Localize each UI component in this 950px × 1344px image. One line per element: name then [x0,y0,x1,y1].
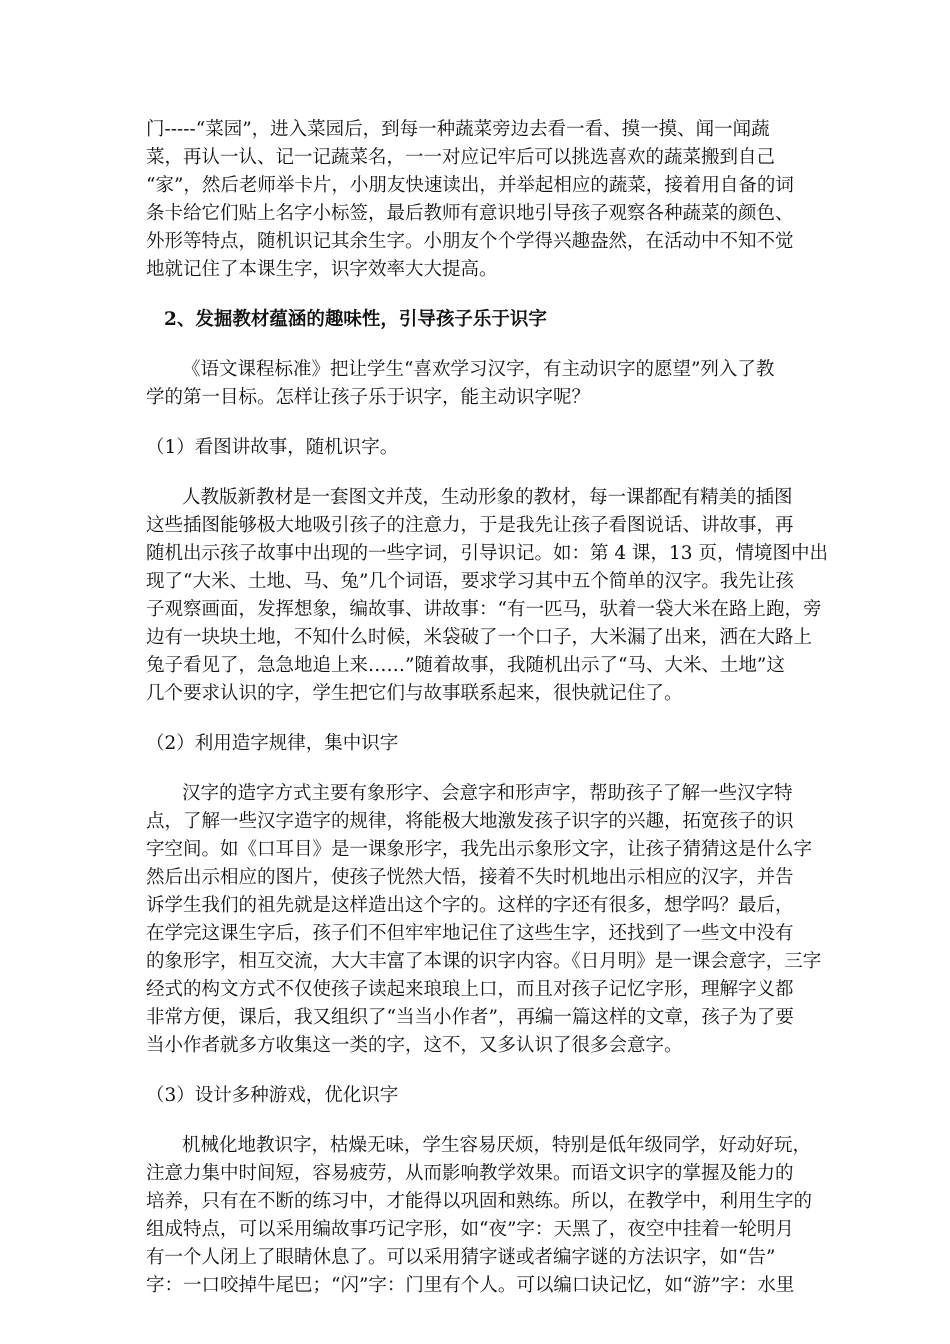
text-line: 培养，只有在不断的练习中，才能得以巩固和熟练。所以，在教学中，利用生字的 [146,1191,813,1212]
text-line: 外形等特点，随机识记其余生字。小朋友个个学得兴趣盎然，在活动中不知不觉 [146,231,794,252]
text-line: 门-----“菜园”，进入菜园后，到每一种蔬菜旁边去看一看、摸一摸、闻一闻蔬 [146,119,770,140]
subsection-heading: （3）设计多种游戏，优化识字 [146,1085,399,1106]
paragraph-picture-story [146,484,828,708]
paragraph-games [146,1132,813,1300]
text-line: 字空间。如《口耳目》是一课象形字，我先出示象形文字，让孩子猜猜这是什么字 [146,839,813,860]
text-line: 当小作者就多方收集这一类的字，这不，又多认识了很多会意字。 [146,1035,683,1056]
text-line: 边有一块块土地，不知什么时候，米袋破了一个口子，大米漏了出来，洒在大路上 [146,627,813,648]
text-line: 组成特点，可以采用编故事巧记字形，如“夜”字：天黑了，夜空中挂着一轮明月 [146,1219,794,1240]
text-line: 兔子看见了，急急地追上来……”随着故事，我随机出示了“马、大米、土地”这 [146,655,785,676]
text-line: 有一个人闭上了眼睛休息了。可以采用猜字谜或者编字谜的方法识字，如“告” [146,1247,776,1268]
text-line: 的象形字，相互交流，大大丰富了本课的识字内容。《日月明》是一课会意字，三字 [146,951,822,972]
text-line: 注意力集中时间短，容易疲劳，从而影响教学效果。而语文识字的掌握及能力的 [146,1163,794,1184]
document-body [146,116,828,1300]
text-line: 机械化地教识字，枯燥无味，学生容易厌烦，特别是低年级同学，好动好玩， [182,1135,812,1156]
paragraph-vegetable-garden [146,116,806,284]
text-line: 经式的构文方式不仅使孩子读起来琅琅上口，而且对孩子记忆字形，理解字义都 [146,979,794,1000]
text-line: 随机出示孩子故事中出现的一些字词，引导识记。如：第 4 课，13 页，情境图中出 [146,543,828,564]
text-line: 地就记住了本课生字，识字效率大大提高。 [146,259,498,280]
subsection-heading: （2）利用造字规律，集中识字 [146,733,399,754]
text-line: 学的第一目标。怎样让孩子乐于识字，能主动识字呢？ [146,387,591,408]
paragraph-curriculum-standard [146,356,806,412]
text-line: 现了“大米、土地、马、兔”几个词语，要求学习其中五个简单的汉字。我先让孩 [146,571,794,592]
text-line: 在学完这课生字后，孩子们不但牢牢地记住了这些生字，还找到了一些文中没有 [146,923,794,944]
paragraph-character-formation [146,780,822,1060]
text-line: 汉字的造字方式主要有象形字、会意字和形声字，帮助孩子了解一些汉字特 [182,783,793,804]
text-line: 这些插图能够极大地吸引孩子的注意力，于是我先让孩子看图说话、讲故事，再 [146,515,794,536]
text-line: 《语文课程标准》把让学生“喜欢学习汉字，有主动识字的愿望”列入了教 [182,359,775,380]
text-line: “家”，然后老师举卡片，小朋友快速读出，并举起相应的蔬菜，接着用自备的词 [146,175,794,196]
section-heading: 2、发掘教材蕴涵的趣味性，引导孩子乐于识字 [164,309,547,330]
text-line: 然后出示相应的图片，使孩子恍然大悟，接着不失时机地出示相应的汉字，并告 [146,867,794,888]
text-line: 字：一口咬掉牛尾巴；“闪”字：门里有个人。可以编口诀记忆，如“游”字：水里 [146,1275,795,1296]
text-line: 诉学生我们的祖先就是这样造出这个字的。这样的字还有很多，想学吗？最后， [146,895,794,916]
text-line: 几个要求认识的字，学生把它们与故事联系起来，很快就记住了。 [146,683,683,704]
text-line: 条卡给它们贴上名字小标签，最后教师有意识地引导孩子观察各种蔬菜的颜色、 [146,203,794,224]
subsection-heading: （1）看图讲故事，随机识字。 [146,437,399,458]
text-line: 非常方便，课后，我又组织了“当当小作者”，再编一篇这样的文章，孩子为了要 [146,1007,794,1028]
text-line: 人教版新教材是一套图文并茂，生动形象的教材，每一课都配有精美的插图 [182,487,793,508]
text-line: 菜，再认一认、记一记蔬菜名，一一对应记牢后可以挑选喜欢的蔬菜搬到自己 [146,147,776,168]
text-line: 子观察画面，发挥想象，编故事、讲故事：“有一匹马，驮着一袋大米在路上跑，旁 [146,599,822,620]
text-line: 点，了解一些汉字造字的规律，将能极大地激发孩子识字的兴趣，拓宽孩子的识 [146,811,794,832]
